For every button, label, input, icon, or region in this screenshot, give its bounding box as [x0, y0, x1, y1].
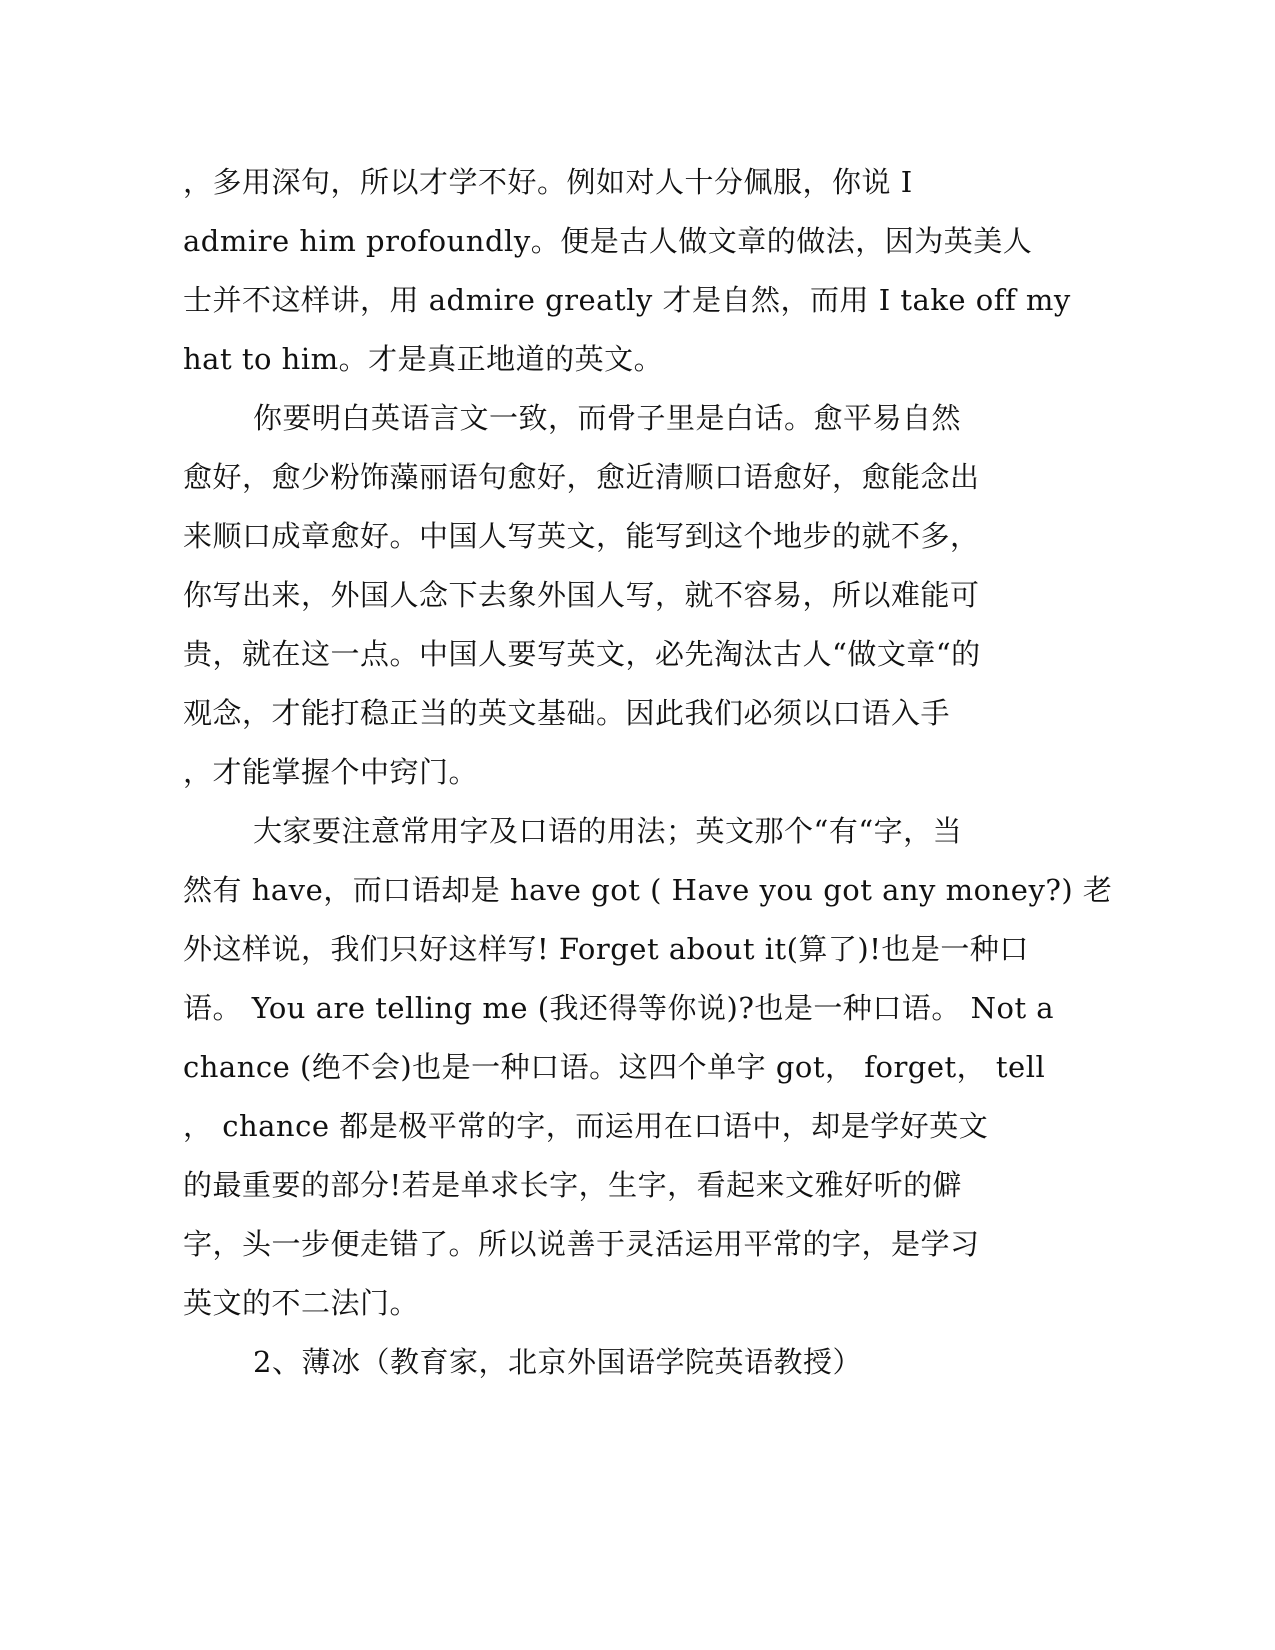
paragraph-first-line: 大家要注意常用字及口语的用法；英文那个“有“字，当	[253, 814, 963, 848]
text-line: chance (绝不会)也是一种口语。这四个单字 got， forget， tell	[183, 1050, 1046, 1084]
text-line: 英文的不二法门。	[183, 1286, 420, 1320]
section-heading: 2、薄冰（教育家，北京外国语学院英语教授）	[253, 1345, 862, 1379]
text-line: admire him profoundly。便是古人做文章的做法，因为英美人	[183, 224, 1033, 258]
text-line: ，多用深句，所以才学不好。例如对人十分佩服，你说 I	[183, 165, 913, 199]
text-line: hat to him。才是真正地道的英文。	[183, 342, 664, 376]
text-line: 字，头一步便走错了。所以说善于灵活运用平常的字，是学习	[183, 1227, 980, 1261]
text-line: 愈好，愈少粉饰藻丽语句愈好，愈近清顺口语愈好，愈能念出	[183, 460, 980, 494]
text-line: 外这样说，我们只好这样写! Forget about it(算了)!也是一种口	[183, 932, 1029, 966]
text-line: 来顺口成章愈好。中国人写英文，能写到这个地步的就不多，	[183, 519, 980, 553]
text-line: 士并不这样讲，用 admire greatly 才是自然，而用 I take off my	[183, 283, 1071, 317]
text-line: 你写出来，外国人念下去象外国人写，就不容易，所以难能可	[183, 578, 980, 612]
text-line: 语。 You are telling me (我还得等你说)?也是一种口语。 Not a	[183, 991, 1055, 1025]
text-line: 观念，才能打稳正当的英文基础。因此我们必须以口语入手	[183, 696, 951, 730]
text-line: 的最重要的部分!若是单求长字，生字，看起来文雅好听的僻	[183, 1168, 963, 1202]
paragraph-first-line: 你要明白英语言文一致，而骨子里是白话。愈平易自然	[253, 401, 962, 435]
text-line: ， chance 都是极平常的字，而运用在口语中，却是学好英文	[183, 1109, 989, 1143]
text-line: 然有 have，而口语却是 have got ( Have you got any money?) 老	[183, 873, 1113, 907]
text-line: 贵，就在这一点。中国人要写英文，必先淘汰古人“做文章“的	[183, 637, 981, 671]
text-line: ，才能掌握个中窍门。	[183, 755, 479, 789]
